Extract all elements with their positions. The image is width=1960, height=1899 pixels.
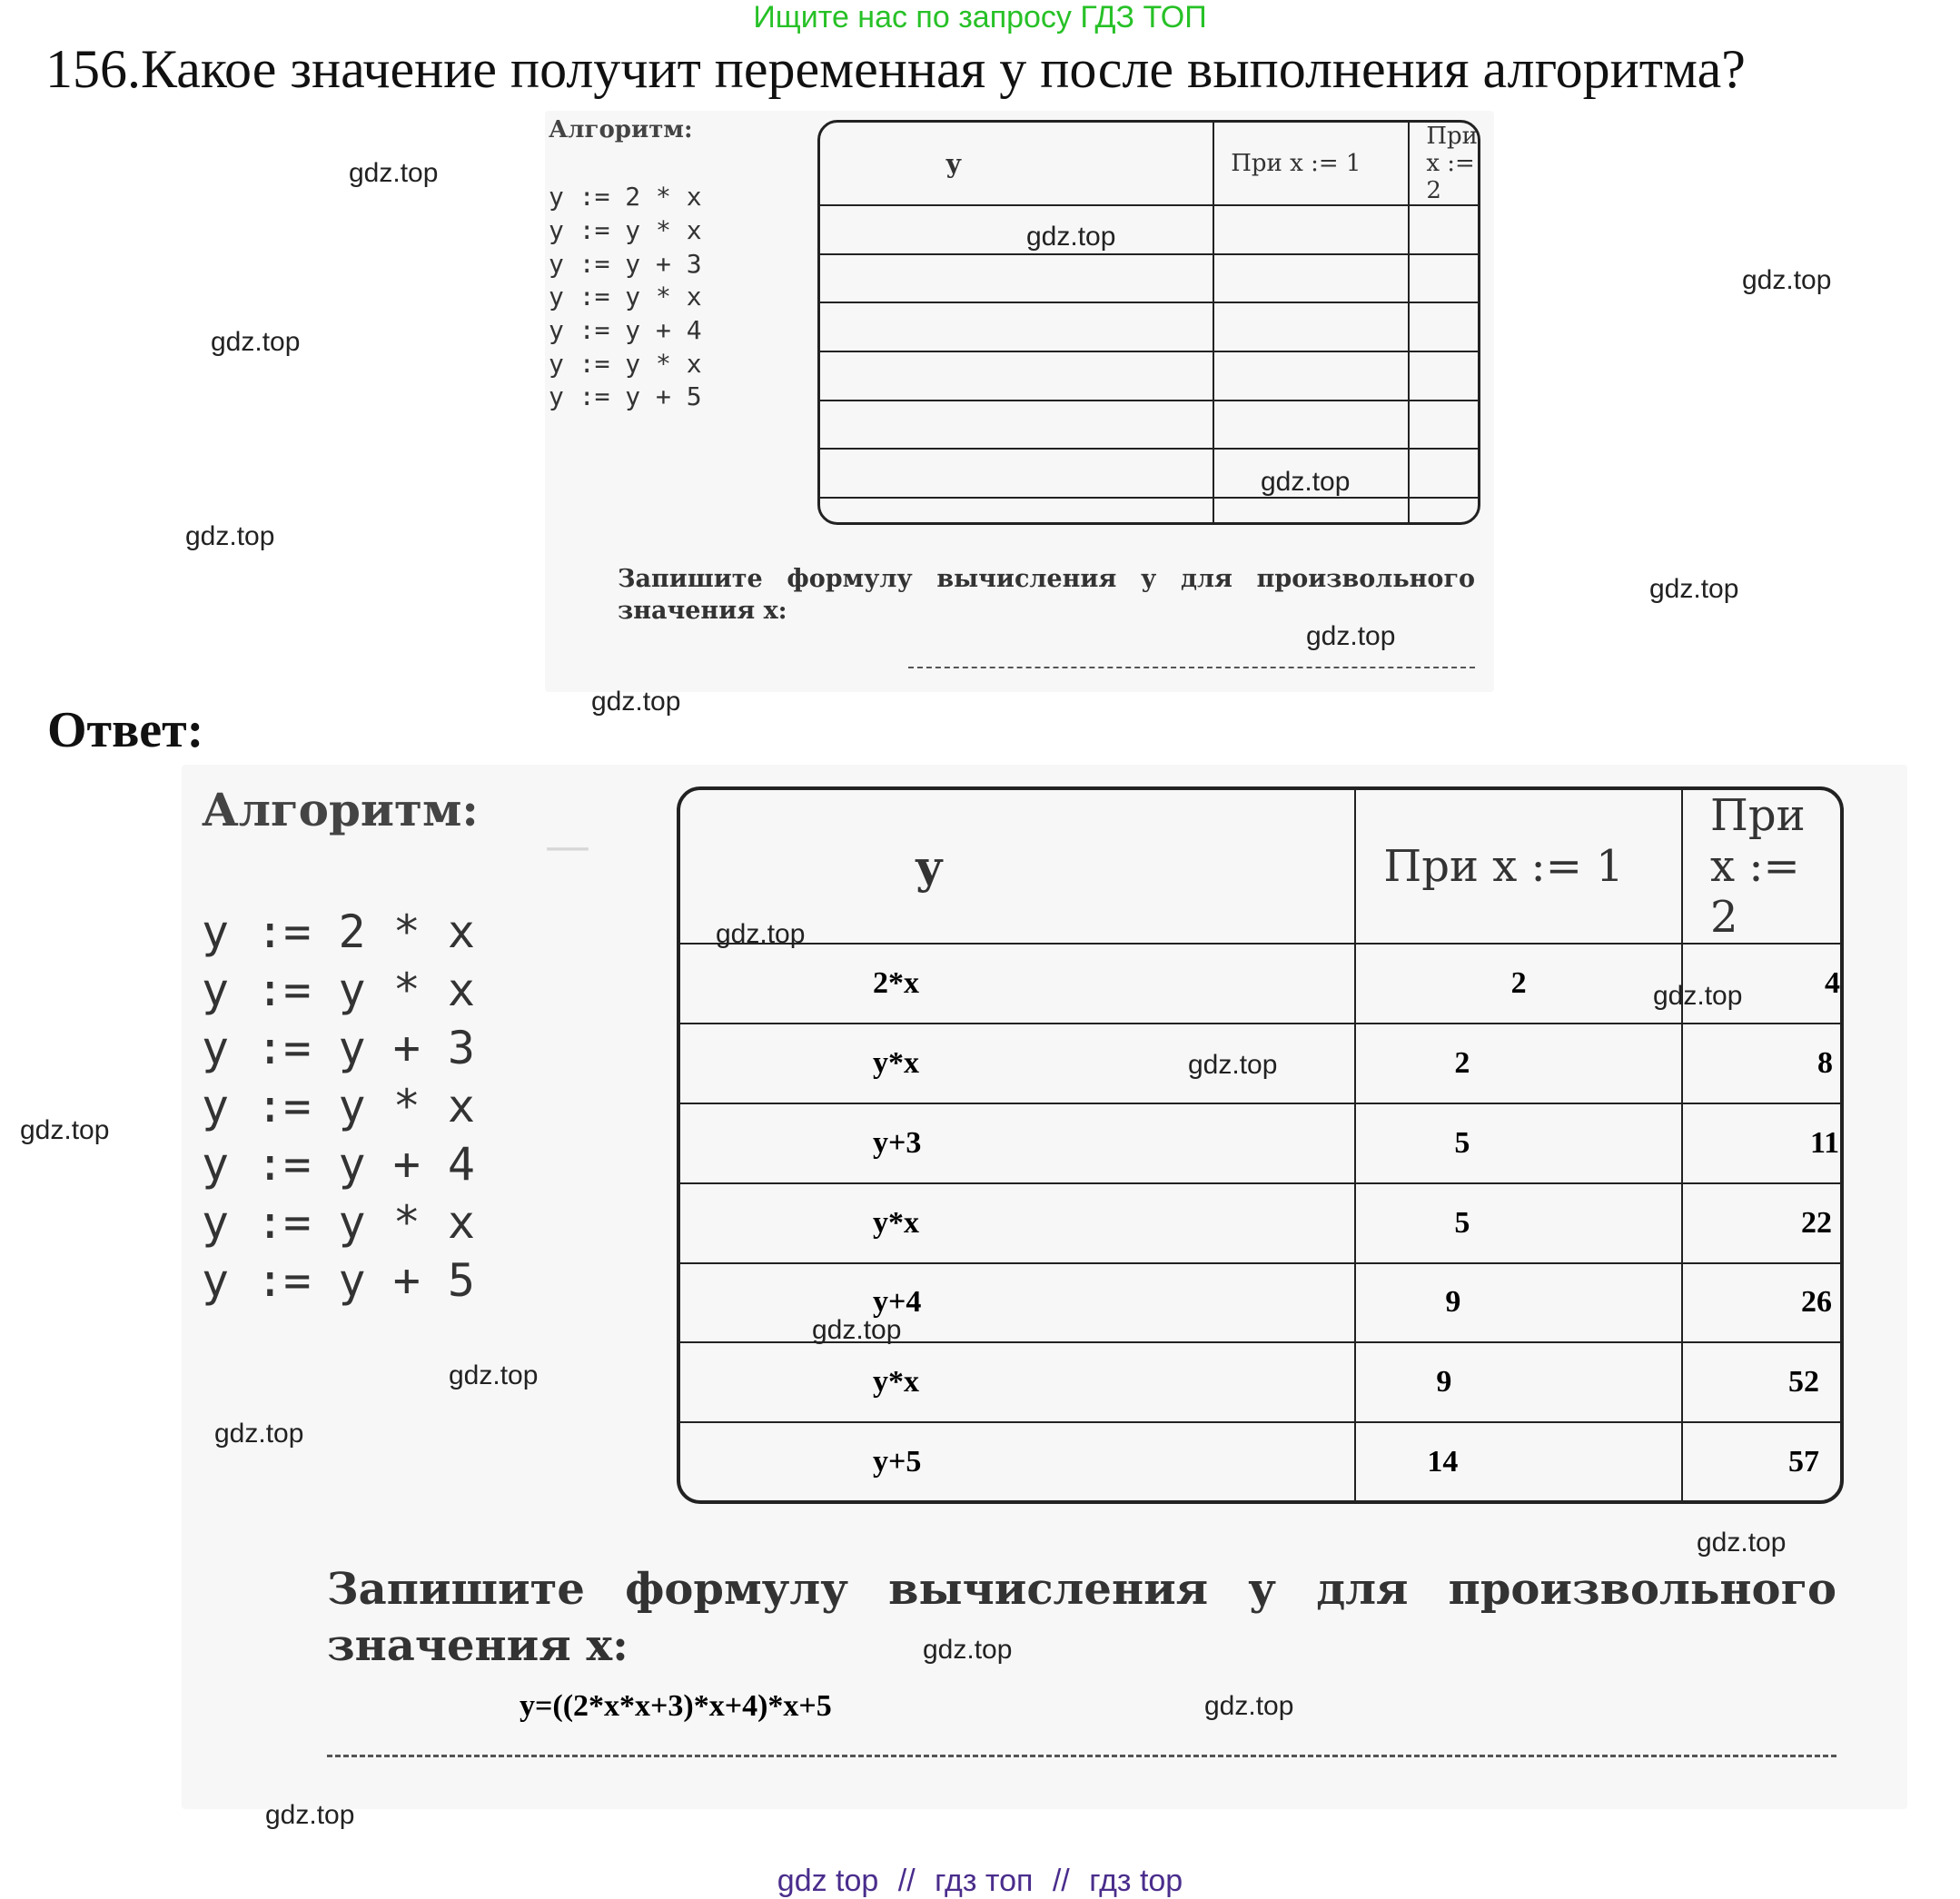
footer-link-gdz-top-ru[interactable]: гдз топ bbox=[935, 1864, 1034, 1898]
original-scan bbox=[545, 111, 1494, 692]
header-x1: При х := 1 bbox=[1355, 790, 1682, 944]
answer-table bbox=[677, 786, 1844, 1504]
watermark: gdz.top bbox=[812, 1315, 902, 1345]
value-x2-cell: 4 bbox=[1682, 944, 1840, 1024]
watermark: gdz.top bbox=[1306, 621, 1396, 651]
watermark: gdz.top bbox=[716, 919, 806, 949]
formula-answer-line bbox=[327, 1755, 1836, 1757]
watermark: gdz.top bbox=[1697, 1528, 1787, 1558]
step-cell: y*x bbox=[680, 1183, 1355, 1263]
table-row bbox=[680, 1422, 1840, 1500]
footer-link-gdz-top[interactable]: gdz top bbox=[777, 1864, 879, 1898]
watermark: gdz.top bbox=[1742, 265, 1832, 295]
algorithm-title: Алгоритм: bbox=[202, 783, 479, 836]
table-row bbox=[680, 1183, 1840, 1263]
watermark: gdz.top bbox=[1026, 222, 1116, 252]
algorithm-line: у := у + 5 bbox=[549, 381, 702, 411]
step-cell: 2*x bbox=[680, 944, 1355, 1024]
watermark: gdz.top bbox=[1649, 574, 1739, 604]
algorithm-line: у := у + 3 bbox=[202, 1022, 476, 1074]
table-row bbox=[680, 1342, 1840, 1422]
algorithm-line: у := 2 * х bbox=[202, 905, 476, 958]
formula-answer: y=((2*x*x+3)*x+4)*x+5 bbox=[520, 1689, 832, 1723]
algorithm-line: у := у * х bbox=[549, 349, 702, 379]
value-x1-cell: 5 bbox=[1355, 1183, 1682, 1263]
step-cell: y+5 bbox=[680, 1422, 1355, 1500]
answer-scan bbox=[182, 765, 1907, 1809]
watermark: gdz.top bbox=[449, 1360, 539, 1390]
formula-answer-line bbox=[908, 667, 1475, 668]
watermark: gdz.top bbox=[20, 1115, 110, 1145]
algorithm-line: у := у + 5 bbox=[202, 1254, 476, 1307]
footer-link-gdz-top-mixed[interactable]: гдз top bbox=[1089, 1864, 1183, 1898]
value-x2-cell: 22 bbox=[1682, 1183, 1840, 1263]
algorithm-line: у := у * х bbox=[202, 1196, 476, 1249]
footer-separator: // bbox=[897, 1864, 916, 1898]
value-x2-cell: 52 bbox=[1682, 1342, 1840, 1422]
header-x1: При х := 1 bbox=[1213, 123, 1409, 205]
question-text: 156.Какое значение получит переменная у после выполнения алгоритма? bbox=[45, 39, 1746, 99]
watermark: gdz.top bbox=[265, 1800, 355, 1830]
watermark: gdz.top bbox=[1204, 1691, 1294, 1721]
algorithm-line: у := у * х bbox=[202, 964, 476, 1016]
header-y: у bbox=[680, 790, 1355, 944]
formula-prompt-line2: значения х: bbox=[618, 597, 787, 625]
value-x1-cell: 9 bbox=[1355, 1342, 1682, 1422]
value-x2-cell: 8 bbox=[1682, 1024, 1840, 1103]
table-row bbox=[680, 1103, 1840, 1183]
step-cell: y+4 bbox=[680, 1263, 1355, 1343]
step-cell: y+3 bbox=[680, 1103, 1355, 1183]
algorithm-line: у := у + 3 bbox=[549, 249, 702, 279]
watermark: gdz.top bbox=[1653, 981, 1743, 1011]
algorithm-line: у := у * х bbox=[202, 1080, 476, 1132]
algorithm-line: у := у + 4 bbox=[202, 1138, 476, 1191]
watermark: gdz.top bbox=[349, 158, 439, 188]
watermark: gdz.top bbox=[211, 327, 301, 357]
ghost-text: — bbox=[545, 819, 590, 872]
watermark: gdz.top bbox=[591, 687, 681, 717]
value-x1-cell: 2 bbox=[1355, 944, 1682, 1024]
value-x1-cell: 9 bbox=[1355, 1263, 1682, 1343]
algorithm-line: у := у * х bbox=[549, 215, 702, 245]
formula-prompt-line1: Запишите формулу вычисления у для произвольного bbox=[618, 565, 1475, 593]
answer-heading: Ответ: bbox=[47, 702, 204, 758]
watermark: gdz.top bbox=[1261, 467, 1351, 497]
algorithm-line: у := у + 4 bbox=[549, 315, 702, 345]
header-x2: При х := 2 bbox=[1682, 790, 1840, 944]
value-x2-cell: 26 bbox=[1682, 1263, 1840, 1343]
value-x1-cell: 14 bbox=[1355, 1422, 1682, 1500]
value-x2-cell: 57 bbox=[1682, 1422, 1840, 1500]
footer-links bbox=[0, 1864, 1960, 1899]
watermark: gdz.top bbox=[185, 521, 275, 551]
top-banner: Ищите нас по запросу ГДЗ ТОП bbox=[753, 0, 1207, 35]
formula-prompt-line2: значения х: bbox=[327, 1620, 629, 1671]
watermark: gdz.top bbox=[923, 1635, 1013, 1665]
step-cell: y*x bbox=[680, 1024, 1355, 1103]
header-y: у bbox=[820, 123, 1213, 205]
algorithm-title: Алгоритм: bbox=[549, 116, 693, 143]
step-cell: y*x bbox=[680, 1342, 1355, 1422]
value-x1-cell: 2 bbox=[1355, 1024, 1682, 1103]
formula-prompt-line1: Запишите формулу вычисления у для произвольного bbox=[327, 1564, 1836, 1615]
algorithm-line: у := 2 * х bbox=[549, 182, 702, 212]
footer-separator: // bbox=[1052, 1864, 1070, 1898]
watermark: gdz.top bbox=[1188, 1050, 1278, 1080]
value-x1-cell: 5 bbox=[1355, 1103, 1682, 1183]
header-x2: При х := 2 bbox=[1409, 123, 1478, 205]
value-x2-cell: 11 bbox=[1682, 1103, 1840, 1183]
watermark: gdz.top bbox=[214, 1419, 304, 1449]
algorithm-line: у := у * х bbox=[549, 282, 702, 312]
original-table bbox=[817, 120, 1480, 525]
